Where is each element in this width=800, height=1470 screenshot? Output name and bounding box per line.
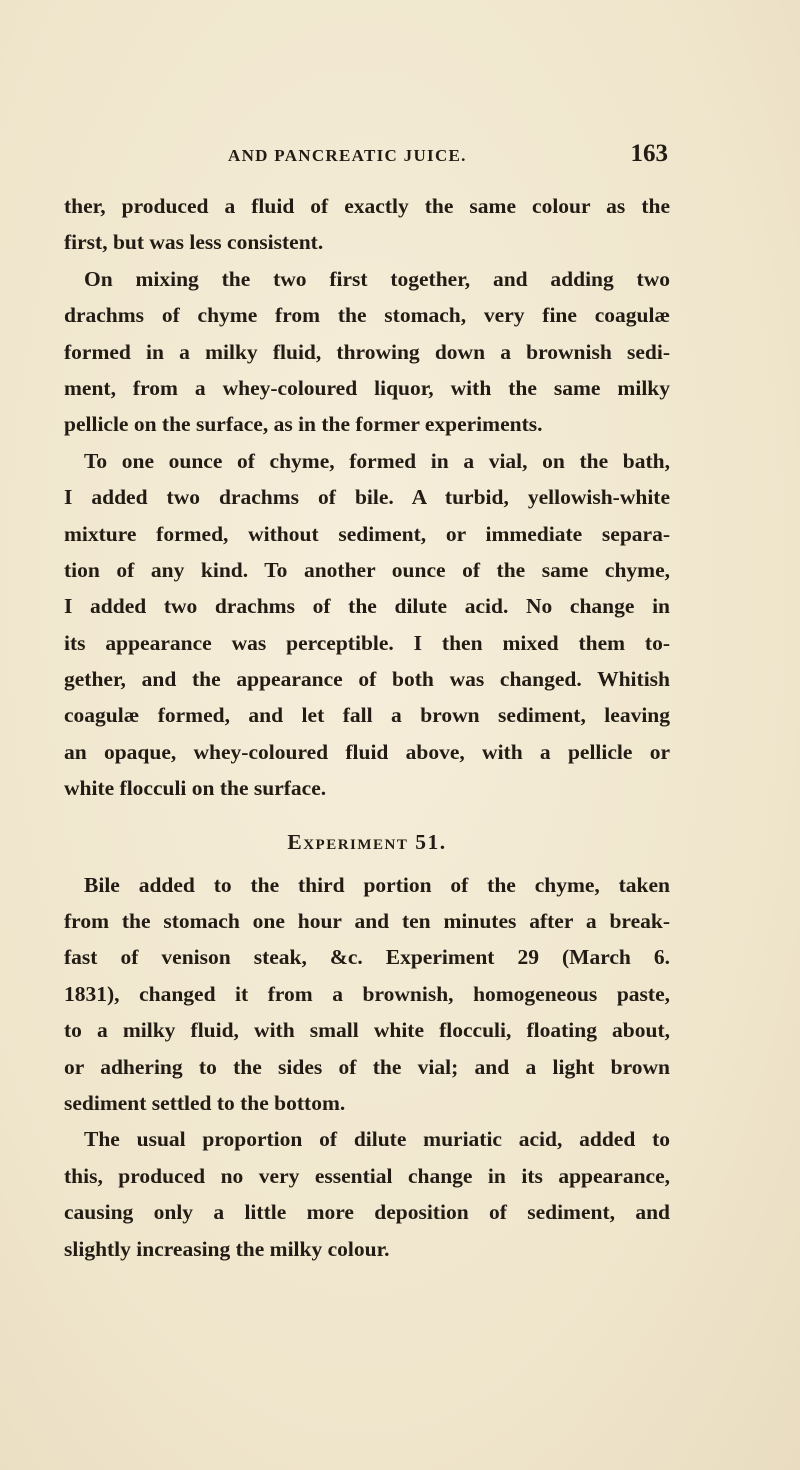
paragraph-mixing: [64, 261, 670, 443]
text-line: I added two drachms of the dilute acid. No change in: [64, 594, 670, 619]
text-line: this, produced no very essential change in its appearance,: [64, 1163, 670, 1188]
text-line: Bile added to the third portion of the chyme, taken: [84, 872, 670, 897]
paragraph-experiment-51: [64, 867, 670, 1122]
text-line: To one ounce of chyme, formed in a vial, on the bath,: [84, 448, 670, 473]
text-line: gether, and the appearance of both was changed. Whitish: [64, 667, 670, 692]
text-line: ment, from a whey-coloured liquor, with the same milky: [64, 375, 670, 400]
text-line: or adhering to the sides of the vial; and a light brown: [64, 1054, 670, 1079]
text-line: drachms of chyme from the stomach, very fine coagulæ: [64, 303, 670, 328]
paragraph-muriatic-acid: [64, 1121, 670, 1267]
page-number: 163: [630, 140, 668, 167]
body-text: [64, 188, 670, 1267]
text-line: tion of any kind. To another ounce of the same chyme,: [64, 557, 670, 582]
text-line: to a milky fluid, with small white flocculi, floating about,: [64, 1018, 670, 1043]
text-line: slightly increasing the milky colour.: [64, 1236, 390, 1261]
text-line: an opaque, whey-coloured fluid above, with a pellicle or: [64, 739, 670, 764]
text-line: first, but was less consistent.: [64, 230, 324, 255]
text-line: formed in a milky fluid, throwing down a brownish sedi-: [64, 339, 670, 364]
text-line: its appearance was perceptible. I then mixed them to-: [64, 630, 670, 655]
text-line: mixture formed, without sediment, or immediate separa-: [64, 521, 670, 546]
text-line: white flocculi on the surface.: [64, 776, 327, 801]
text-line: 1831), changed it from a brownish, homogeneous paste,: [64, 981, 670, 1006]
paragraph-bile-acid: [64, 443, 670, 807]
text-line: The usual proportion of dilute muriatic acid, added to: [84, 1127, 670, 1152]
page-header: [228, 140, 668, 174]
text-line: fast of venison steak, &c. Experiment 29 (March 6.: [64, 945, 670, 970]
text-line: causing only a little more deposition of sediment, and: [64, 1200, 670, 1225]
text-line: ther, produced a fluid of exactly the same colour as the: [64, 194, 670, 218]
text-line: pellicle on the surface, as in the former experiments.: [64, 412, 543, 437]
running-head: AND PANCREATIC JUICE.: [228, 146, 467, 165]
text-line: from the stomach one hour and ten minutes after a break-: [64, 909, 670, 934]
experiment-heading: Experiment 51.: [287, 829, 447, 854]
text-line: On mixing the two first together, and adding two: [84, 266, 670, 291]
text-line: coagulæ formed, and let fall a brown sediment, leaving: [64, 703, 670, 728]
text-line: I added two drachms of bile. A turbid, yellowish-white: [64, 485, 670, 510]
paragraph-continued: [64, 188, 670, 261]
text-line: sediment settled to the bottom.: [64, 1090, 346, 1115]
